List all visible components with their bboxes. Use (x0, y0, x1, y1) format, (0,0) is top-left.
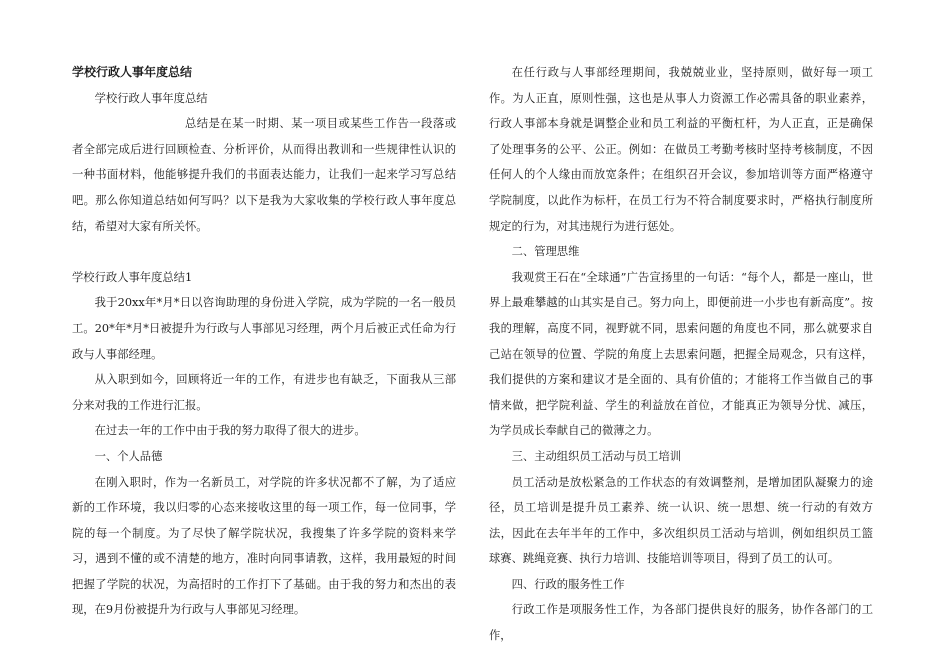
body-paragraph: 我观赏王石在“全球通”广告宣扬里的一句话：“每个人，都是一座山，世界上最难攀越的山其实是自己。努力向上，即便前进一小步也有新高度”。按我的理解，高度不同，视野就不同，思索问题的角度也不同，那么就要求自己站在领导的位置、学院的角度上去思索问题，把握全局观念，只有这样，我们提供的方案和建议才是全面的、具有价值的；才能将工作当做自己的事情来做，把学院利益、学生的利益放在首位，才能真正为领导分忧、减压，为学员成长奉献自己的微薄之力。 (489, 270, 873, 438)
section-heading-personal-character: 一、个人品德 (94, 449, 163, 463)
body-paragraph: 从入职到如今，回顾将近一年的工作，有进步也有缺乏，下面我从三部分来对我的工作进行汇报。 (72, 373, 456, 412)
body-paragraph: 在过去一年的工作中由于我的努力取得了很大的进步。 (94, 424, 366, 438)
body-paragraph: 在任行政与人事部经理期间，我兢兢业业，坚持原则，做好每一项工作。为人正直，原则性强，这也是从事人力资源工作必需具备的职业素养，行政人事部本身就是调整企业和员工利益的平衡杠杆，为人正直，正是确保了处理事务的公平、公正。例如：在做员工考勤考核时坚持考核制度，不因任何人的个人缘由而放宽条件；在组织召开会议，参加培训等方面严格遵守学院制度，以此作为标杆，在员工行为不符合制度要求时，严格执行制度所规定的行为，对其违规行为进行惩处。 (489, 66, 873, 233)
left-column (72, 60, 456, 623)
section-heading-staff-activities: 三、主动组织员工活动与员工培训 (511, 449, 682, 463)
section-title: 学校行政人事年度总结1 (72, 270, 193, 284)
body-paragraph: 员工活动是放松紧急的工作状态的有效调整剂，是增加团队凝聚力的途径，员工培训是提升员工素养、统一认识、统一思想、统一行动的有效方法，因此在去年半年的工作中，多次组织员工活动与培训，例如组织员工篮球赛、跳绳竞赛、执行力培训、技能培训等项目，得到了员工的认可。 (489, 475, 873, 566)
document-title: 学校行政人事年度总结 (72, 65, 193, 79)
document-subtitle: 学校行政人事年度总结 (94, 91, 208, 105)
intro-paragraph: 总结是在某一时期、某一项目或某些工作告一段落或者全部完成后进行回顾检查、分析评价，从而得出教训和一些规律性认识的一种书面材料，他能够提升我们的书面表达能力，让我们一起来学习写总结吧。那么你知道总结如何写吗？以下是我为大家收集的学校行政人事年度总结，希望对大家有所关怀。 (72, 117, 456, 233)
body-paragraph: 行政工作是项服务性工作，为各部门提供良好的服务，协作各部门的工作， (489, 603, 873, 643)
body-paragraph: 我于20xx年*月*日以咨询助理的身份进入学院，成为学院的一名一般员工。20*年*月*日被提升为行政与人事部见习经理，两个月后被正式任命为行政与人事部经理。 (72, 296, 456, 361)
right-column (489, 60, 873, 649)
section-heading-administrative-service: 四、行政的服务性工作 (511, 577, 625, 591)
section-heading-management-thinking: 二、管理思维 (511, 245, 580, 259)
body-paragraph: 在刚入职时，作为一名新员工，对学院的许多状况都不了解，为了适应新的工作环境，我以归零的心态来接收这里的每一项工作，每一位同事，学院的每一个制度。为了尽快了解学院状况，我搜集了许多学院的资料来学习，遇到不懂的或不清楚的地方，准时向同事请教，这样，我用最短的时间把握了学院的状况，为高招时的工作打下了基础。由于我的努力和杰出的表现，在9月份被提升为行政与人事部见习经理。 (72, 475, 456, 617)
paragraph-spacer (72, 239, 456, 265)
